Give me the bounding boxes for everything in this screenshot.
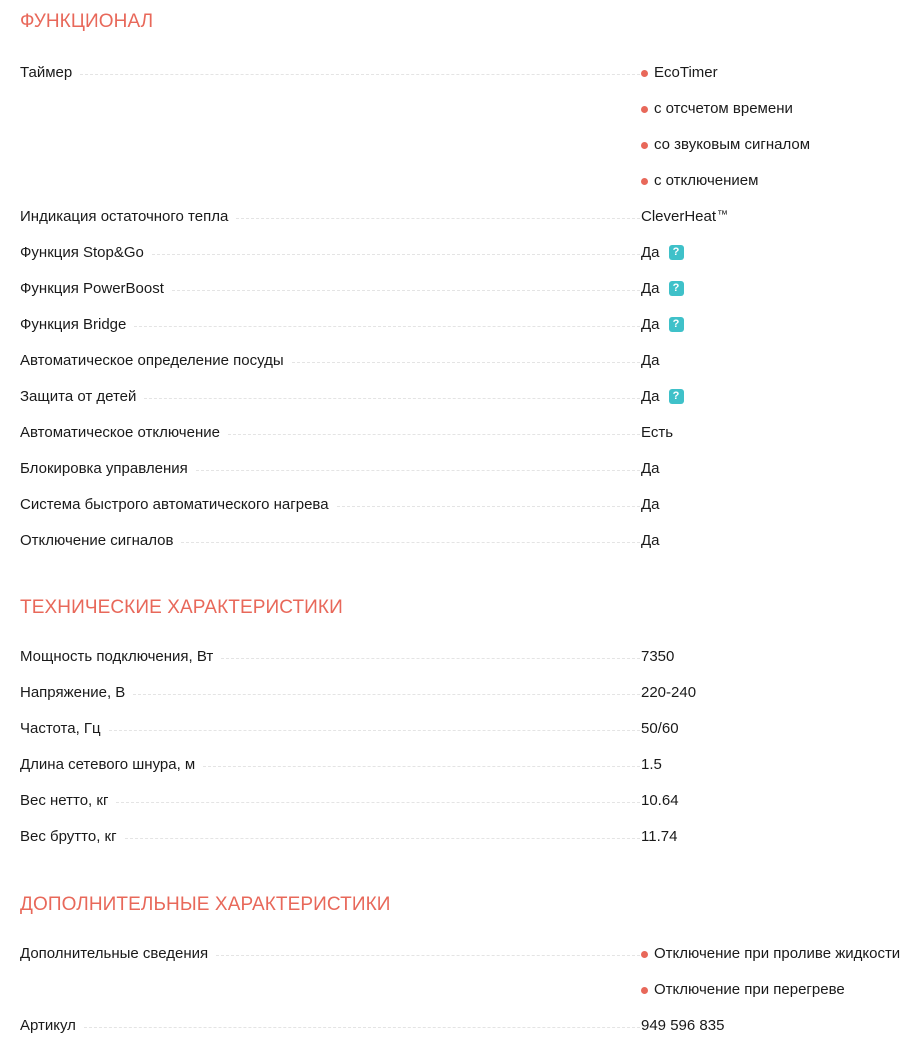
dotted-leader <box>172 290 640 291</box>
spec-row <box>20 647 922 683</box>
dotted-leader <box>109 730 640 731</box>
help-icon[interactable]: ? <box>669 389 684 404</box>
section-technical <box>20 596 922 863</box>
spec-label: Функция PowerBoost <box>20 280 164 297</box>
dotted-leader <box>292 362 640 363</box>
spec-label: Вес брутто, кг <box>20 828 117 845</box>
spec-row <box>20 531 922 567</box>
spec-label: Мощность подключения, Вт <box>20 648 214 665</box>
spec-row <box>20 791 922 827</box>
help-icon[interactable]: ? <box>669 317 684 332</box>
section-title: ДОПОЛНИТЕЛЬНЫЕ ХАРАКТЕРИСТИКИ <box>20 894 391 915</box>
spec-row <box>20 207 922 243</box>
dotted-leader <box>236 218 640 219</box>
spec-label: Автоматическое определение посуды <box>20 352 284 369</box>
spec-label: Функция Stop&Go <box>20 244 144 261</box>
help-icon[interactable]: ? <box>669 281 684 296</box>
spec-label: Таймер <box>20 64 73 81</box>
dotted-leader <box>144 398 640 399</box>
dotted-leader <box>337 506 640 507</box>
spec-label: Напряжение, В <box>20 684 126 701</box>
section-functional <box>20 10 922 567</box>
spec-label: Система быстрого автоматического нагрева <box>20 496 329 513</box>
spec-label: Отключение сигналов <box>20 532 174 549</box>
spec-row-timer <box>20 63 922 207</box>
dotted-leader <box>203 766 640 767</box>
spec-value: 949 596 835 <box>641 1017 725 1034</box>
spec-label: Артикул <box>20 1017 76 1034</box>
help-icon[interactable]: ? <box>669 245 684 260</box>
bullet-icon <box>641 142 648 149</box>
spec-row <box>20 683 922 719</box>
spec-value: Есть <box>641 424 674 441</box>
dotted-leader <box>125 838 640 839</box>
dotted-leader <box>228 434 640 435</box>
spec-label: Индикация остаточного тепла <box>20 208 229 225</box>
spec-label: Автоматическое отключение <box>20 424 220 441</box>
dotted-leader <box>134 326 640 327</box>
spec-value: Да <box>641 496 660 513</box>
dotted-leader <box>152 254 640 255</box>
spec-value: Да ? <box>641 279 684 315</box>
spec-value: Да <box>641 532 660 549</box>
spec-value: 220-240 <box>641 684 697 701</box>
spec-value: 7350 <box>641 648 675 665</box>
spec-label: Функция Bridge <box>20 316 127 333</box>
dotted-leader <box>80 74 640 75</box>
bullet-icon <box>641 106 648 113</box>
spec-row <box>20 243 922 279</box>
spec-row <box>20 495 922 531</box>
spec-value: 1.5 <box>641 756 662 773</box>
spec-value: Да ? <box>641 387 684 423</box>
spec-row <box>20 755 922 791</box>
spec-value: 50/60 <box>641 720 679 737</box>
dotted-leader <box>216 955 640 956</box>
dotted-leader <box>196 470 640 471</box>
spec-row <box>20 827 922 863</box>
spec-row-article <box>20 1016 922 1040</box>
spec-value: Да ? <box>641 315 684 351</box>
spec-value-item: с отсчетом времени <box>641 99 810 135</box>
spec-row <box>20 351 922 387</box>
spec-row <box>20 279 922 315</box>
dotted-leader <box>84 1027 640 1028</box>
dotted-leader <box>221 658 640 659</box>
spec-value: 10.64 <box>641 792 679 809</box>
spec-label: Длина сетевого шнура, м <box>20 756 196 773</box>
spec-row <box>20 315 922 351</box>
dotted-leader <box>181 542 640 543</box>
spec-label: Блокировка управления <box>20 460 188 477</box>
spec-label: Частота, Гц <box>20 720 101 737</box>
spec-value-item: с отключением <box>641 171 810 207</box>
spec-value-item: Отключение при перегреве <box>641 980 900 1016</box>
spec-row <box>20 944 922 1016</box>
bullet-icon <box>641 178 648 185</box>
spec-value: Да <box>641 352 660 369</box>
dotted-leader <box>133 694 640 695</box>
section-title: ТЕХНИЧЕСКИЕ ХАРАКТЕРИСТИКИ <box>20 597 343 618</box>
spec-label: Вес нетто, кг <box>20 792 109 809</box>
spec-value-item: Отключение при проливе жидкости <box>641 944 900 980</box>
spec-label: Защита от детей <box>20 388 137 405</box>
spec-value: CleverHeat ™ <box>641 207 728 243</box>
dotted-leader <box>116 802 640 803</box>
spec-label: Дополнительные сведения <box>20 945 209 962</box>
spec-value: 11.74 <box>641 828 678 845</box>
spec-value-item: со звуковым сигналом <box>641 135 810 171</box>
spec-value-item: EcoTimer <box>641 63 810 99</box>
spec-row <box>20 459 922 495</box>
spec-value: Да ? <box>641 243 684 279</box>
bullet-icon <box>641 987 648 994</box>
bullet-icon <box>641 70 648 77</box>
spec-row <box>20 387 922 423</box>
section-additional <box>20 893 922 1040</box>
section-title: ФУНКЦИОНАЛ <box>20 11 154 32</box>
trademark-symbol: ™ <box>717 209 729 221</box>
spec-row <box>20 719 922 755</box>
bullet-icon <box>641 951 648 958</box>
spec-row <box>20 423 922 459</box>
spec-value: Да <box>641 460 660 477</box>
